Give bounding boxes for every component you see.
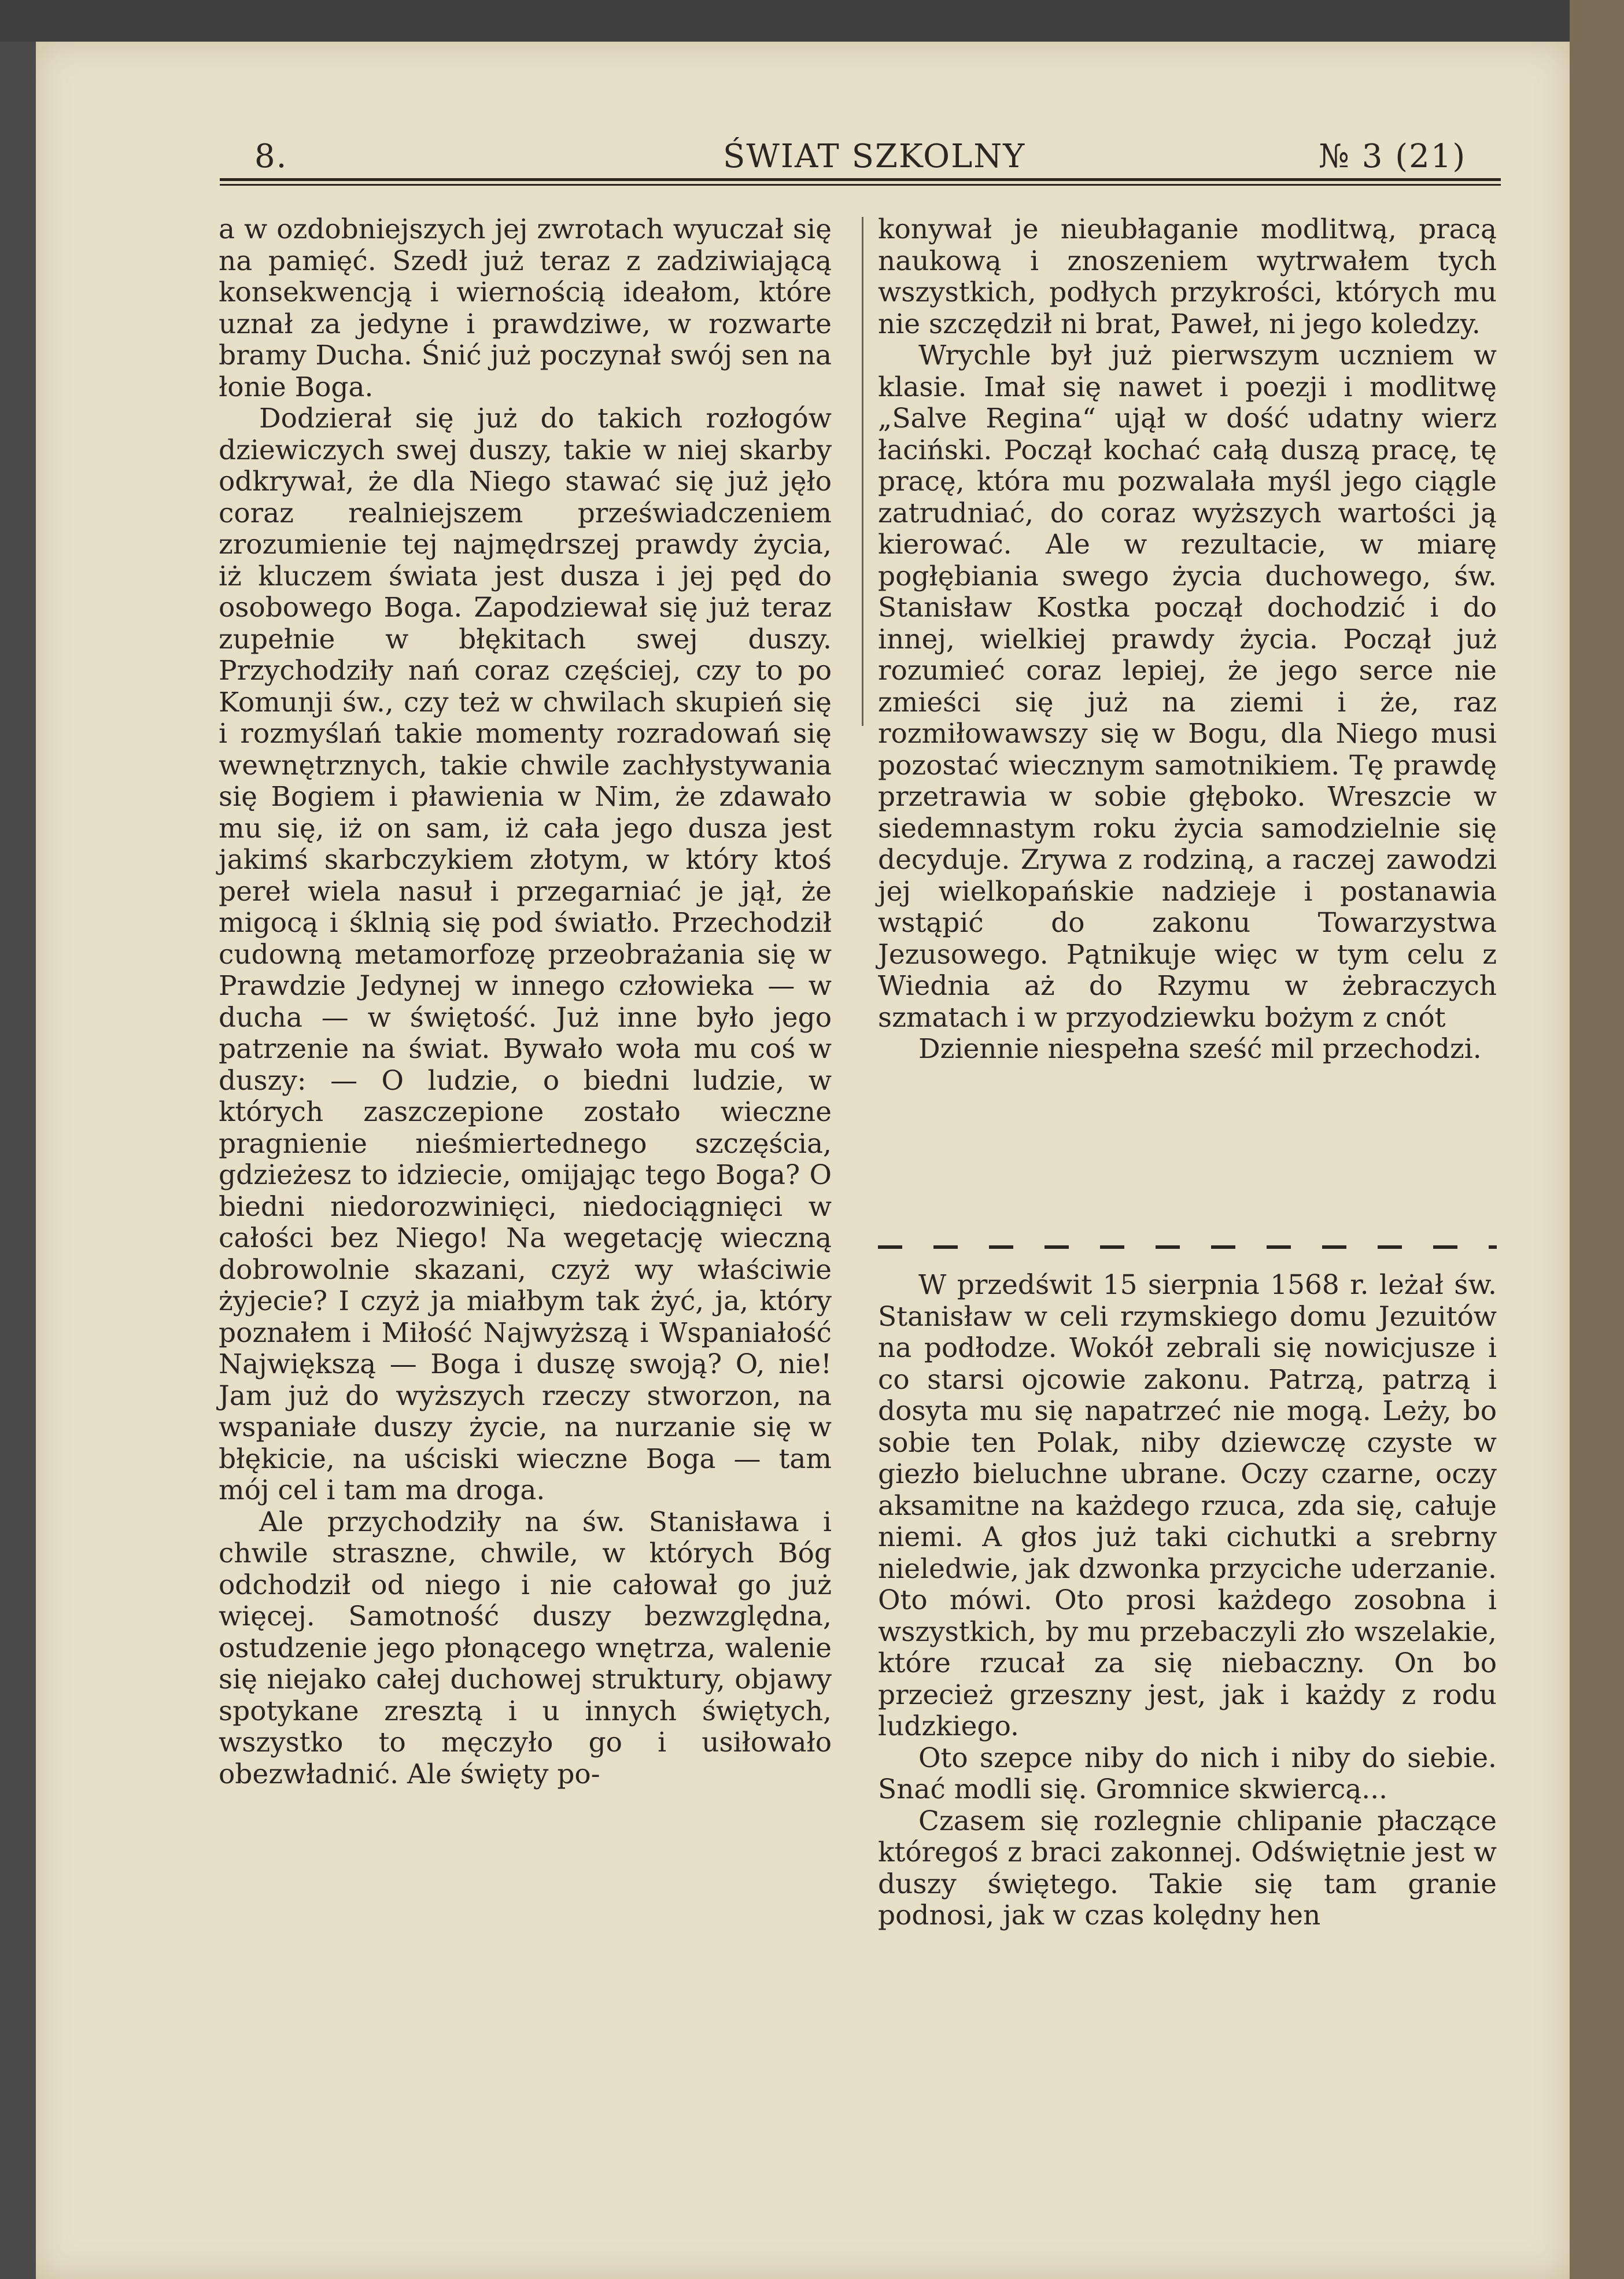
- scan-binding-edge: [1570, 0, 1624, 2279]
- paragraph: Wrychle był już pierwszym uczniem w klasie. Imał się nawet i poezji i modlitwę „Salve Regina“ ujął w dość udatny wierz łaciński. Począł kochać całą duszą pracę, tę pracę, która mu pozwalała myśl jego ciągle zatrudniać, do coraz wyższych wartości ją kierować. Ale w rezultacie, w miarę pogłębiania swego życia duchowego, św. Stanisław Kostka począł dochodzić i do innej, wielkiej prawdy życia. Począł już rozumieć coraz lepiej, że jego serce nie zmieści się już na ziemi i że, raz rozmiłowawszy się w Bogu, dla Niego musi pozostać wiecznym samotnikiem. Tę prawdę przetrawia w sobie głęboko. Wreszcie w siedemnastym roku życia samodzielnie się decyduje. Zrywa z rodziną, a raczej zawodzi jej wielkopańskie nadzieje i postanawia wstąpić do zakonu Towarzystwa Jezusowego. Pątnikuje więc w tym celu z Wiednia aż do Rzymu w żebraczych szmatach i w przyodziewku bożym z cnót: [878, 340, 1497, 1034]
- header-rule-top: [220, 178, 1501, 181]
- right-column-section-2: [878, 1270, 1497, 1932]
- section-separator-dashes: [878, 1245, 1497, 1249]
- page-number: 8.: [254, 138, 288, 175]
- issue-number: № 3 (21): [1319, 138, 1467, 175]
- left-column: [219, 214, 832, 1790]
- paragraph: Dodzierał się już do takich rozłogów dziewiczych swej duszy, takie w niej skarby odkrywał, że dla Niego stawać się już jęło coraz realniejszem przeświadczeniem zrozumienie tej najmędrszej prawdy życia, iż kluczem świata jest dusza i jej pęd do osobowego Boga. Zapodziewał się już teraz zupełnie w błękitach swej duszy. Przychodziły nań coraz częściej, czy to po Komunji św., czy też w chwilach skupień się i rozmyślań takie momenty rozradowań się wewnętrznych, takie chwile zachłystywania się Bogiem i pławienia w Nim, że zdawało mu się, iż on sam, iż cała jego dusza jest jakimś skarbczykiem złotym, w który ktoś pereł wiela nasuł i przegarniać je jął, że migocą i śklnią się pod światło. Przechodził cudowną metamorfozę przeobrażania się w Prawdzie Jedynej w innego człowieka — w ducha — w świętość. Już inne było jego patrzenie na świat. Bywało woła mu coś w duszy: — O ludzie, o biedni ludzie, w których zaszczepione zostało wieczne pragnienie nieśmiertednego szczęścia, gdzieżesz to idziecie, omijając tego Boga? O biedni niedorozwinięci, niedociągnięci w całości bez Niego! Na wegetację wieczną dobrowolnie skazani, czyż wy właściwie żyjecie? I czyż ja miałbym tak żyć, ja, który poznałem i Miłość Najwyższą i Wspaniałość Największą — Boga i duszę swoją? O, nie! Jam już do wyższych rzeczy stworzon, na wspaniałe duszy życie, na nurzanie się w błękicie, na uściski wieczne Boga — tam mój cel i tam ma droga.: [219, 403, 832, 1506]
- column-divider: [862, 217, 863, 726]
- paragraph: Ale przychodziły na św. Stanisława i chwile straszne, chwile, w których Bóg odchodził od niego i nie całował go już więcej. Samotność duszy bezwzględna, ostudzenie jego płonącego wnętrza, walenie się niejako całej duchowej struktury, objawy spotykane zresztą i u innych świętych, wszystko to męczyło go i usiłowało obezwładnić. Ale święty po-: [219, 1506, 832, 1790]
- paragraph: a w ozdobniejszych jej zwrotach wyuczał się na pamięć. Szedł już teraz z zadziwiającą konsekwencją i wiernością ideałom, które uznał za jedyne i prawdziwe, w rozwarte bramy Ducha. Śnić już poczynał swój sen na łonie Boga.: [219, 213, 832, 403]
- running-header: [220, 138, 1501, 178]
- scan-background-top: [0, 0, 1624, 42]
- journal-title: ŚWIAT SZKOLNY: [723, 138, 1026, 175]
- paragraph: konywał je nieubłaganie modlitwą, pracą naukową i znoszeniem wytrwałem tych wszystkich, podłych przykrości, których mu nie szczędził ni brat, Paweł, ni jego koledzy.: [878, 213, 1497, 340]
- paragraph: Dziennie niespełna sześć mil przechodzi.: [918, 1033, 1482, 1065]
- paragraph: W przedświt 15 sierpnia 1568 r. leżał św. Stanisław w celi rzymskiego domu Jezuitów na podłodze. Wokół zebrali się nowicjusze i co starsi ojcowie zakonu. Patrzą, patrzą i dosyta mu się napatrzeć nie mogą. Leży, bo sobie ten Polak, niby dziewczę czyste w giezło bieluchne ubrane. Oczy czarne, oczy aksamitne na każdego rzuca, zda się, całuje niemi. A głos już taki cichutki a srebrny nieledwie, jak dzwonka przyciche uderzanie. Oto mówi. Oto prosi każdego zosobna i wszystkich, by mu przebaczyli zło wszelakie, które rzucał za się niebaczny. On bo przecież grzeszny jest, jak i każdy z rodu ludzkiego.: [878, 1269, 1497, 1742]
- header-rule-bottom: [220, 184, 1501, 186]
- paragraph: Oto szepce niby do nich i niby do siebie. Snać modli się. Gromnice skwiercą...: [878, 1742, 1497, 1805]
- right-column: [878, 214, 1497, 1065]
- paragraph: Czasem się rozlegnie chlipanie płaczące któregoś z braci zakonnej. Odświętnie jest w duszy świętego. Takie się tam granie podnosi, jak w czas kolędny hen: [878, 1805, 1497, 1931]
